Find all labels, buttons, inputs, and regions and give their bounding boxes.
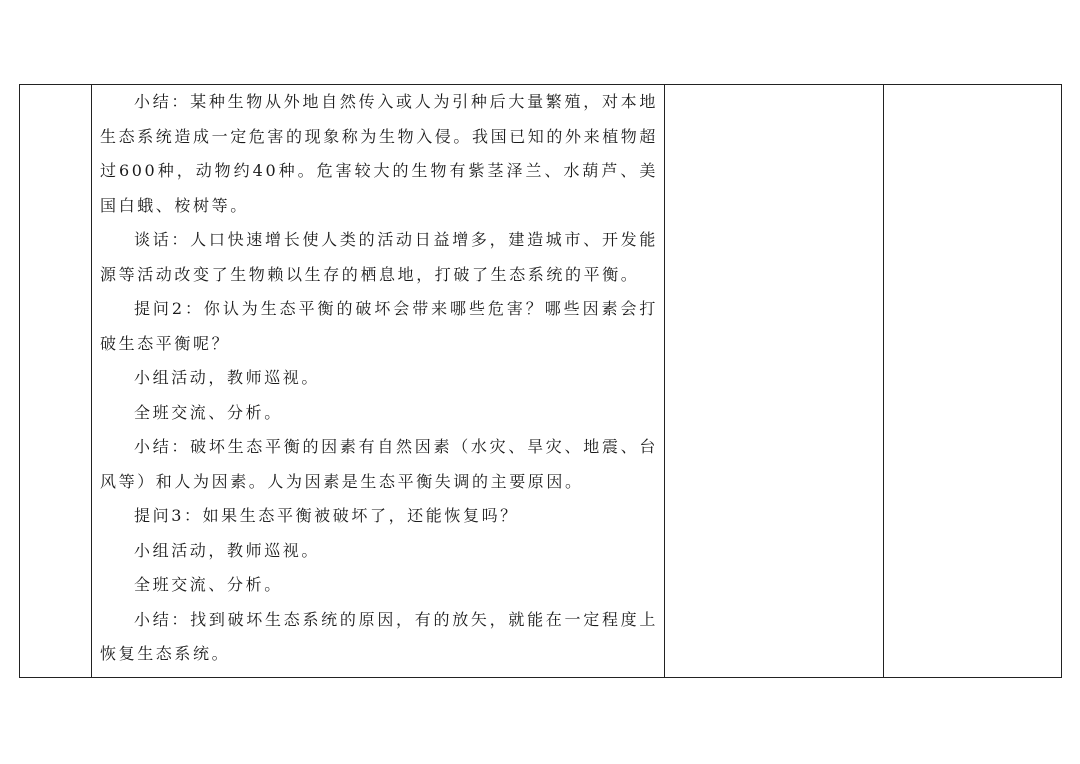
paragraph-group-activity: 小组活动，教师巡视。 (134, 368, 321, 387)
paragraph-class-discussion-2: 全班交流、分析。 (134, 575, 283, 594)
paragraph-summary-invasion: 小结：某种生物从外地自然传入或人为引种后大量繁殖，对本地生态系统造成一定危害的现象称为生物入侵。我国已知的外来植物超过600种，动物约40种。危害较大的生物有紫茎泽兰、水葫芦、美国白蛾、桉树等。 (100, 92, 659, 215)
paragraph-summary-recovery: 小结：找到破坏生态系统的原因，有的放矢，就能在一定程度上恢复生态系统。 (100, 609, 658, 663)
paragraph-question-3: 提问3：如果生态平衡被破坏了，还能恢复吗？ (134, 506, 519, 525)
paragraph-summary-factors: 小结：破坏生态平衡的因素有自然因素（水灾、旱灾、地震、台风等）和人为因素。人为因素是生态平衡失调的主要原因。 (100, 437, 658, 491)
paragraph-question-2: 提问2：你认为生态平衡的破坏会带来哪些危害？哪些因素会打破生态平衡呢？ (100, 299, 658, 353)
column-divider-1 (91, 85, 92, 677)
paragraph-talk: 谈话：人口快速增长使人类的活动日益增多，建造城市、开发能源等活动改变了生物赖以生存的栖息地，打破了生态系统的平衡。 (100, 230, 658, 284)
paragraph-class-discussion: 全班交流、分析。 (134, 402, 283, 422)
column-divider-3 (883, 85, 884, 677)
teaching-process-cell (100, 85, 658, 672)
column-divider-2 (664, 85, 665, 677)
paragraph-group-activity-2: 小组活动，教师巡视。 (134, 540, 321, 560)
